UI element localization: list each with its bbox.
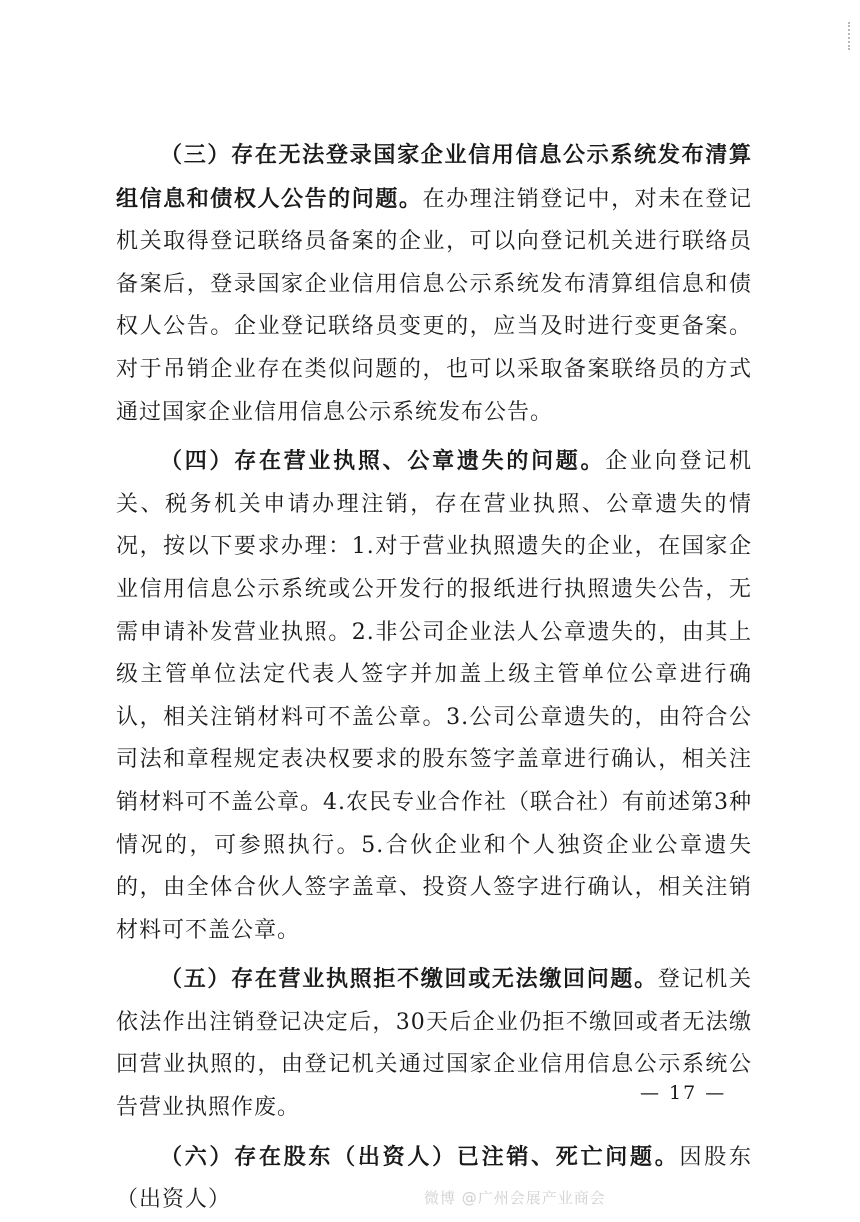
section-6-heading: （六）存在股东（出资人）已注销、死亡问题。	[160, 1143, 680, 1170]
page-number: — 17 —	[640, 1082, 727, 1104]
section-5-body: 登记机关依法作出注销登记决定后，30天后企业仍拒不缴回或者无法缴回营业执照的，由登记机关通过国家企业信用信息公示系统公告营业执照作废。	[116, 967, 752, 1121]
scan-edge-mark	[842, 22, 850, 50]
section-3-body: 在办理注销登记中，对未在登记机关取得登记联络员备案的企业，可以向登记机关进行联络员备案后，登录国家企业信用信息公示系统发布清算组信息和债权人公告。企业登记联络员变更的，应当及时进行变更备案。对于吊销企业存在类似问题的，也可以采取备案联络员的方式通过国家企业信用信息公示系统发布公告。	[116, 186, 752, 425]
paragraph-section-6	[116, 1136, 752, 1222]
document-body	[116, 134, 752, 1222]
section-5-heading: （五）存在营业执照拒不缴回或无法缴回问题。	[160, 966, 658, 993]
section-6-body: 因股东（出资人）	[116, 1144, 752, 1213]
section-3-heading: （三）存在无法登录国家企业信用信息公示系统发布清算组信息和债权人公告的问题。	[116, 142, 752, 212]
section-4-body: 企业向登记机关、税务机关申请办理注销，存在营业执照、公章遗失的情况，按以下要求办理：1.对于营业执照遗失的企业，在国家企业信用信息公示系统或公开发行的报纸进行执照遗失公告，无需申请补发营业执照。2.非公司企业法人公章遗失的，由其上级主管单位法定代表人签字并加盖上级主管单位公章进行确认，相关注销材料可不盖公章。3.公司公章遗失的，由符合公司法和章程规定表决权要求的股东签字盖章进行确认，相关注销材料可不盖公章。4.农民专业合作社（联合社）有前述第3种情况的，可参照执行。5.合伙企业和个人独资企业公章遗失的，由全体合伙人签字盖章、投资人签字进行确认，相关注销材料可不盖公章。	[116, 449, 752, 943]
paragraph-section-3	[116, 134, 752, 434]
paragraph-section-4	[116, 440, 752, 952]
watermark: 微博 @广州会展产业商会	[424, 1189, 606, 1207]
section-4-heading: （四）存在营业执照、公章遗失的问题。	[160, 448, 606, 475]
